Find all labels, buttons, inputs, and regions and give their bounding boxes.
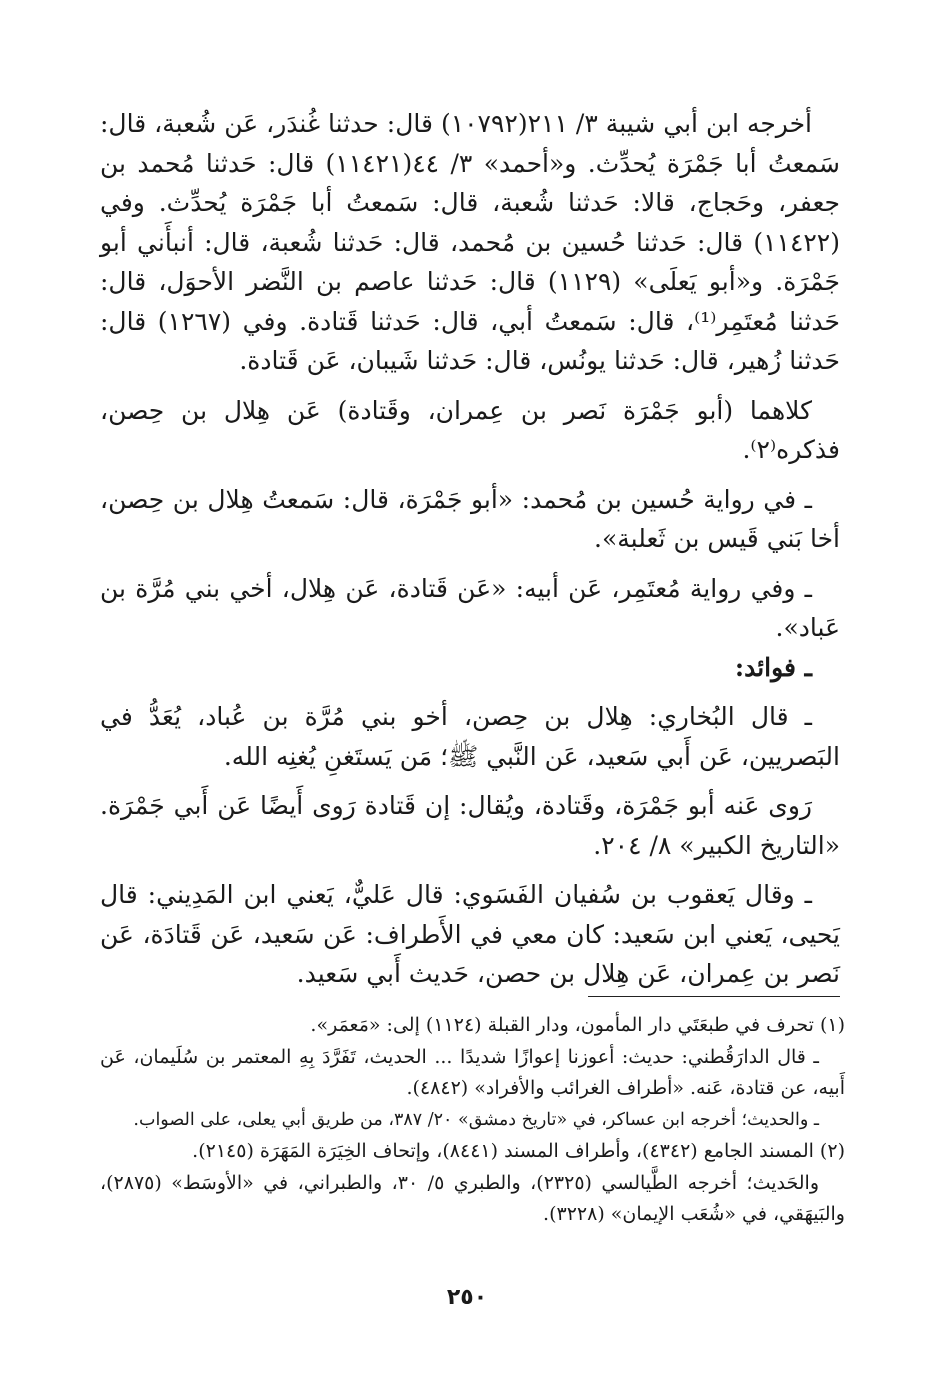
main-text (100, 104, 840, 994)
paragraph-mutamir-narration: ـ وفي رواية مُعتَمِر، عَن أبيه: «عَن قَتادة، عَن هِلال، أخي بني مُرَّة بن عَباد». (100, 573, 840, 642)
paragraph-bukhari: ـ قال البُخاري: هِلال بن حِصن، أخو بني مُرَّة بن عُباد، يُعَدُّ في البَصريين، عَن أَبي سَعيد، عَن النَّبي ﷺ؛ مَن يَستَغنِ يُغنِه الله. (100, 702, 840, 771)
footnote-2: (٢) المسند الجامع (٤٣٤٢)، وأطراف المسند (٨٤٤١)، وإتحاف الخِيَرَة المَهَرَة (٢١٤٥). (192, 1140, 845, 1162)
paragraph-husayn-narration: ـ في رواية حُسين بن مُحمد: «أبو جَمْرَة، قال: سَمعتُ هِلال بن حِصن، أخا بَني قَيس بن ثَعلبة». (100, 484, 840, 553)
paragraph-sources: أخرجه ابن أبي شيبة ٣/ ٢١١(١٠٧٩٢) قال: حدثنا غُندَر، عَن شُعبة، قال: سَمعتُ أبا جَمْرَة يُحدِّث. و«أحمد» ٣/ ٤٤(١١٤٢١) قال: حَدثنا مُحمد بن جعفر، وحَجاج، قالا: حَدثنا شُعبة، قال: سَمعتُ أبا جَمْرَة يُحدِّث. وفي (١١٤٢٢) قال: حَدثنا حُسين بن مُحمد، قال: حَدثنا شُعبة، قال: أنبأَني أبو جَمْرَة. و«أبو يَعلَى» (١١٢٩) قال: حَدثنا عاصم بن النَّضر الأحوَل، قال: حَدثنا مُعتَمِر⁽¹⁾، قال: سَمعتُ أبي، قال: حَدثنا قَتادة. وفي (١٢٦٧) قال: حَدثنا زُهير، قال: حَدثنا يونُس، قال: حَدثنا شَيبان، عَن قَتادة. (100, 109, 841, 375)
page-number: ٢٥٠ (446, 1285, 488, 1310)
benefits-heading: ـ فوائد: (734, 652, 812, 682)
footnote-1: (١) تحرف في طبعَتَي دار المأمون، ودار القبلة (١١٢٤) إلى: «مَعمَر». (310, 1014, 845, 1036)
footnote-1-hadith: ـ والحديث؛ أخرجه ابن عساكر، في «تاريخ دمشق» ٢٠/ ٣٨٧، من طريق أبي يعلى، على الصواب. (133, 1109, 819, 1130)
footnotes (100, 1010, 845, 1231)
footnote-separator (588, 996, 840, 997)
paragraph-fasawi: ـ وقال يَعقوب بن سُفيان الفَسَوي: قال عَليٌّ، يَعني ابن المَدِيني: قال يَحيى، يَعني ابن سَعيد: كان معي في الأَطراف: عَن سَعيد، عَن قَتادَة، عَن نَصر بن عِمران، عَن هِلال بن حصن، حَديث أَبي سَعيد. (100, 880, 840, 988)
paragraph-both: كلاهما (أبو جَمْرَة نَصر بن عِمران، وقَتادة) عَن هِلال بن حِصن، فذكره⁽٢⁾. (100, 395, 840, 464)
footnote-1-daraqutni: ـ قال الدارَقُطني: حديث: أعوزنا إعوازًا شديدًا ... الحديث، تَفَرَّدَ بِهِ المعتمر بن سُلَيمان، عَن أَبيه، عن قتادة، عَنه. «أطراف الغرائب والأفراد» (٤٨٤٢). (100, 1045, 845, 1099)
footnote-2-hadith: والحَديث؛ أخرجه الطَّيالسي (٢٣٢٥)، والطبري ٥/ ٣٠، والطبراني، في «الأوسَط» (٢٨٧٥)، والبَيهَقي، في «شُعَب الإيمان» (٣٢٢٨). (100, 1171, 845, 1225)
paragraph-narrators: رَوى عَنه أبو جَمْرَة، وقَتادة، ويُقال: إن قَتادة رَوى أَيضًا عَن أَبي جَمْرَة. «التاريخ الكبير» ٨/ ٢٠٤. (100, 791, 840, 860)
